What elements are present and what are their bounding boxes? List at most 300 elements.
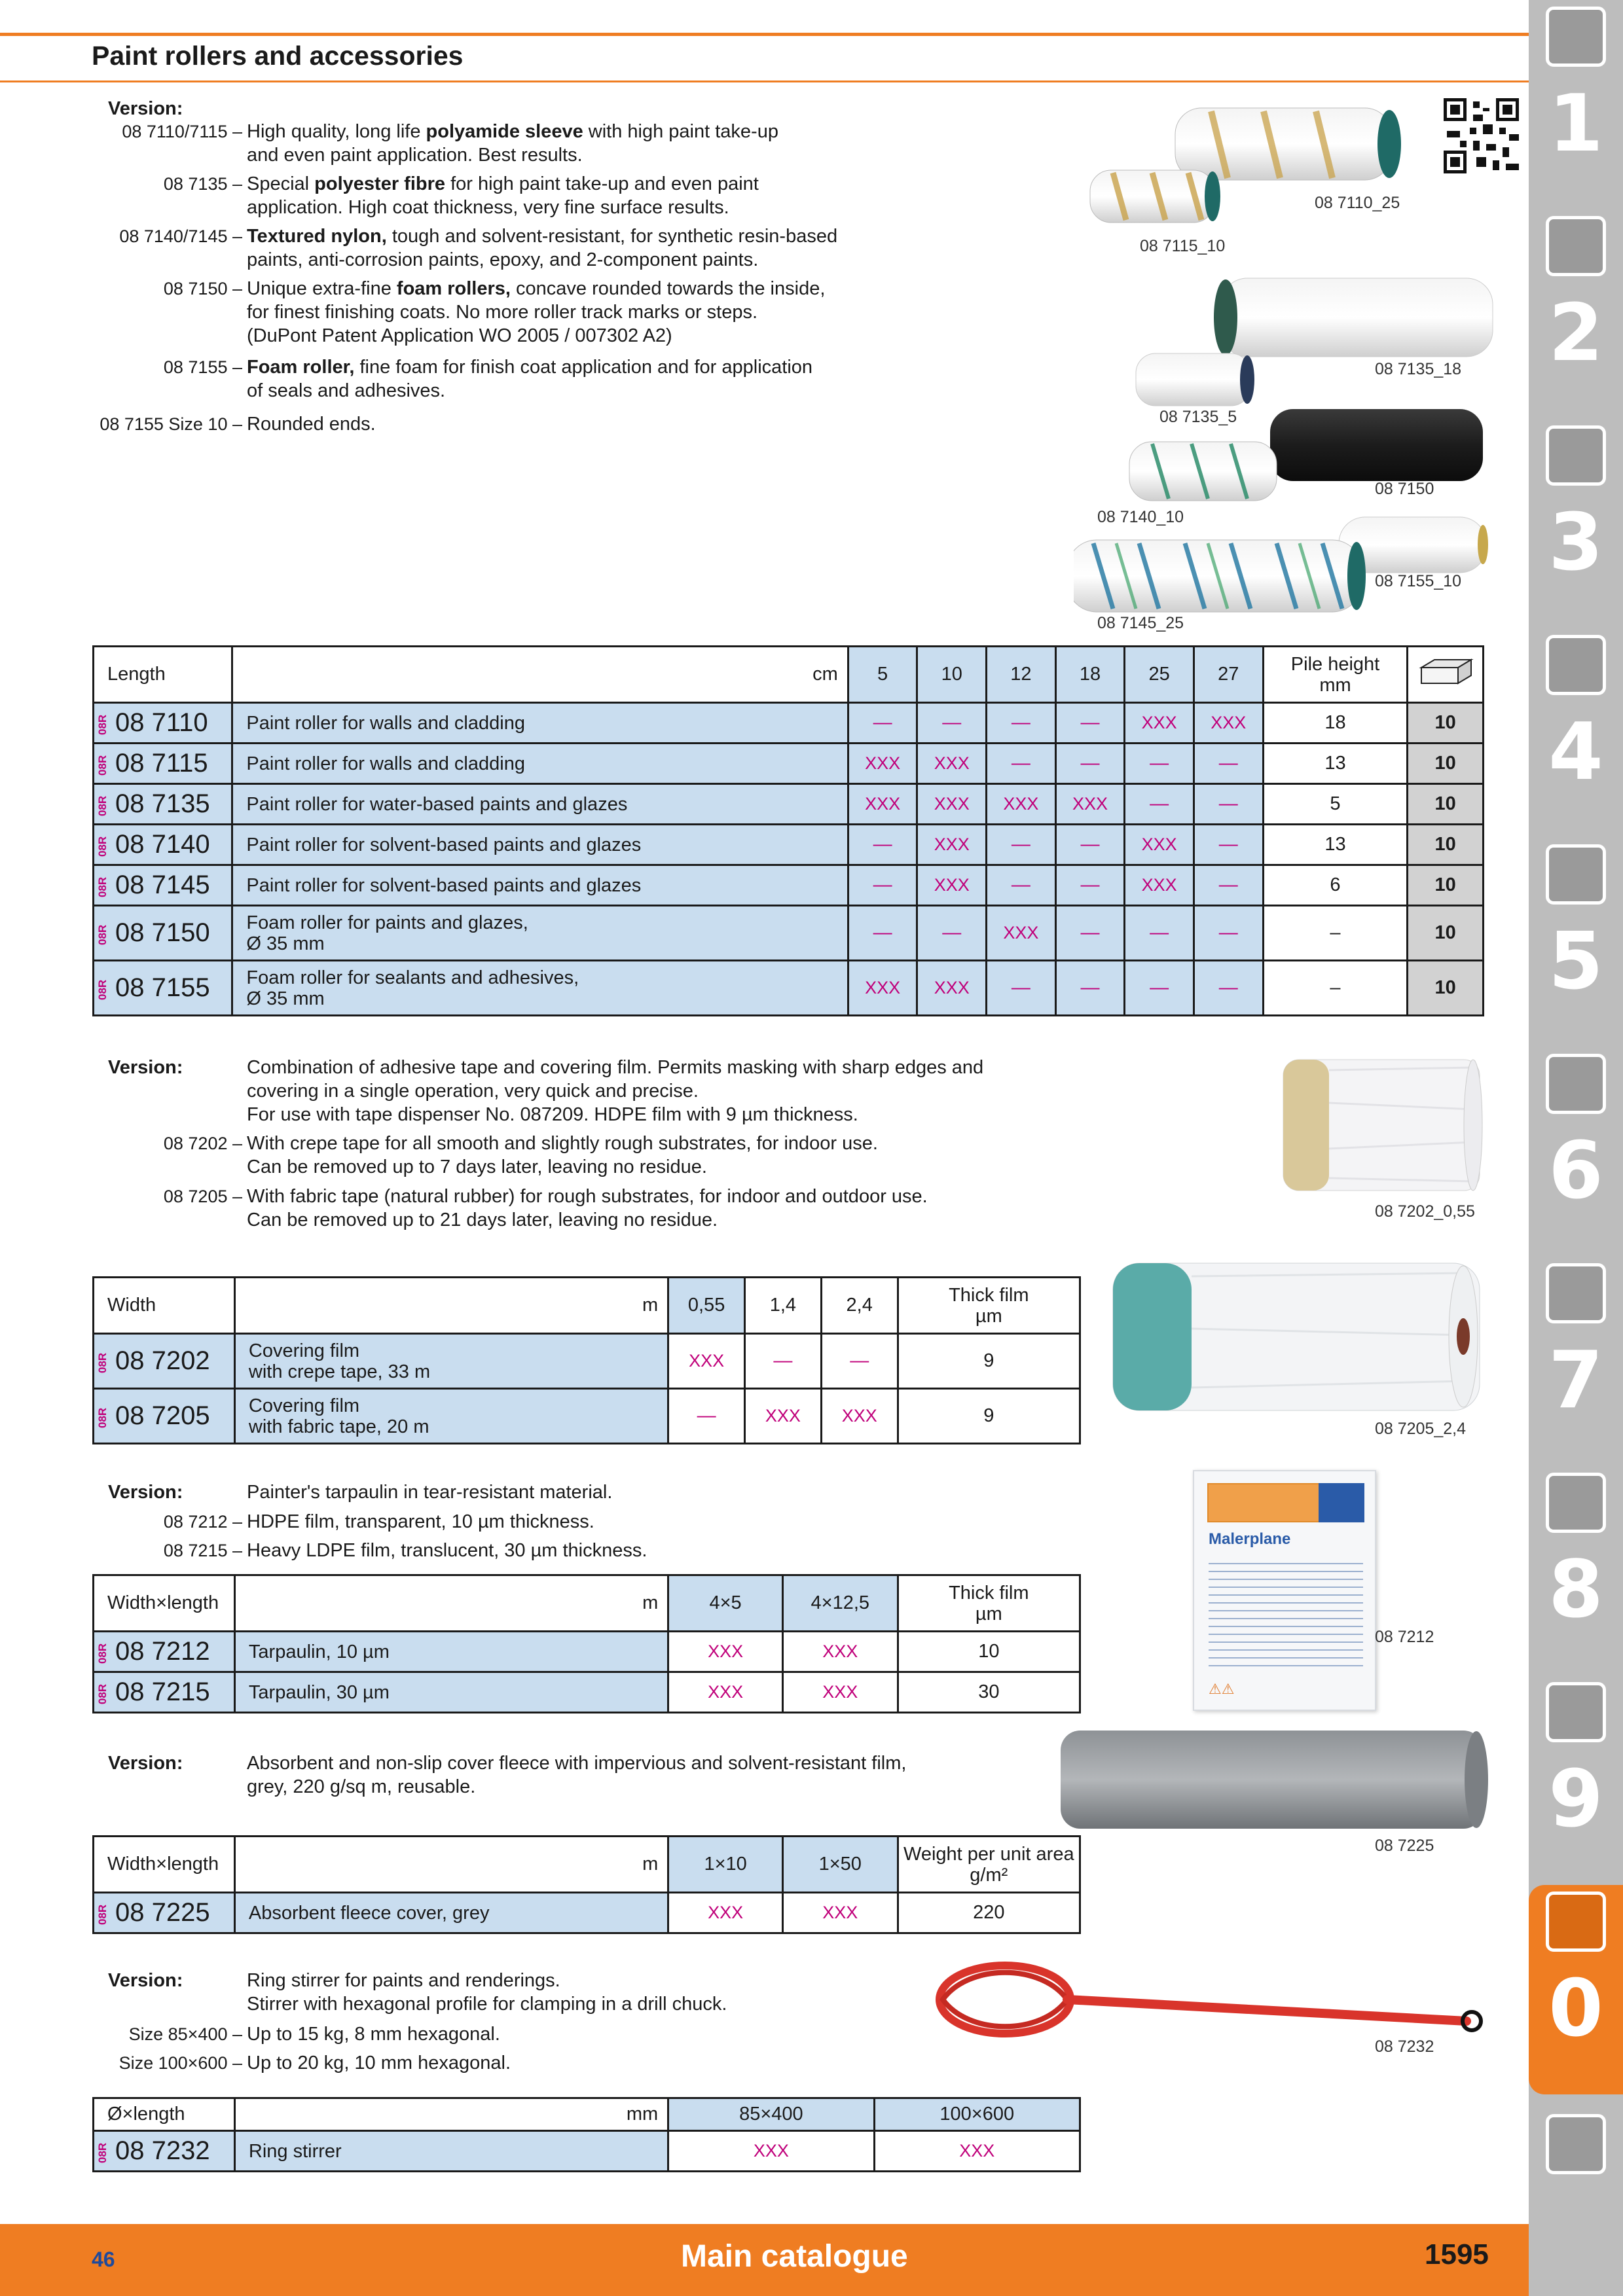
section-tab-5[interactable] (1529, 1047, 1623, 1257)
description-line-2: with crepe tape, 33 m (248, 1361, 431, 1382)
extra-value-cell: 10 (898, 1632, 1080, 1672)
size-cell: XXX (1125, 703, 1194, 744)
pack-quantity-cell: 10 (1408, 961, 1484, 1016)
section-tab-number: 8 (1548, 1545, 1603, 1636)
caption-087225: 08 7225 (1375, 1837, 1434, 1855)
header-unit: m (234, 1575, 668, 1632)
rollers-line-3 (0, 224, 884, 277)
title-rule (0, 81, 1529, 82)
size-cell: XXX (782, 1632, 898, 1672)
tap-tool-icon (1546, 425, 1606, 486)
header-unit: cm (232, 647, 848, 703)
size-cell: — (917, 906, 987, 961)
description-line-2: Ø 35 mm (246, 988, 325, 1009)
line-code: Size 85×400 – (128, 2024, 242, 2044)
header-size: 10 (917, 647, 987, 703)
line-text: Rounded ends. (247, 414, 376, 435)
saw-disc-icon (1546, 844, 1606, 905)
tarpaulin-version-label: Version: (108, 1482, 183, 1503)
article-code: 08 7225 (115, 1898, 210, 1927)
wrench-icon (1546, 1054, 1606, 1114)
table-row (94, 1632, 1080, 1672)
header-size: 12 (987, 647, 1056, 703)
line-text-cont: Can be removed up to 21 days later, leaving no residue. (247, 1210, 718, 1230)
header-unit: mm (234, 2098, 668, 2131)
row-description (234, 1389, 668, 1444)
size-cell: — (1125, 906, 1194, 961)
line-code: 08 7155 Size 10 – (100, 414, 242, 434)
section-tab-2[interactable] (1529, 419, 1623, 628)
caption-087140-10: 08 7140_10 (1097, 508, 1184, 526)
article-code: 08 7215 (115, 1677, 210, 1706)
badge-08r: 08R (96, 1904, 109, 1925)
size-cell: XXX (668, 2131, 874, 2172)
pile-height-cell: 13 (1263, 825, 1408, 865)
size-cell: XXX (987, 906, 1056, 961)
size-cell: XXX (668, 1893, 783, 1933)
badge-08r: 08R (96, 1407, 109, 1428)
rollers-line-4 (0, 277, 884, 353)
description-line: Paint roller for solvent-based paints and glazes (246, 834, 642, 855)
size-cell: — (1194, 784, 1263, 825)
description-line-2: with fabric tape, 20 m (248, 1416, 429, 1437)
table-row (94, 1893, 1080, 1933)
size-cell: — (987, 744, 1056, 784)
line-text-cont: Can be removed up to 7 days later, leaving no residue. (247, 1157, 707, 1177)
line-text: With crepe tape for all smooth and slightly rough substrates, for indoor use. (247, 1133, 878, 1154)
package-title: Malerplane (1209, 1530, 1291, 1548)
package-text-lines (1209, 1556, 1363, 1668)
header-size: 18 (1055, 647, 1125, 703)
line-text: Foam roller, fine foam for finish coat application and for application (247, 357, 813, 378)
line-code: 08 7110/7115 – (122, 122, 242, 141)
article-number (94, 825, 232, 865)
pile-height-cell: 13 (1263, 744, 1408, 784)
article-code: 08 7115 (115, 749, 208, 778)
film-line-1 (0, 1132, 1113, 1184)
caption-087212: 08 7212 (1375, 1628, 1434, 1646)
pack-quantity-cell: 10 (1408, 703, 1484, 744)
header-size: 27 (1194, 647, 1263, 703)
article-code: 08 7232 (115, 2136, 210, 2165)
package-logo-band (1319, 1483, 1364, 1522)
header-width-length: Width×length (94, 1575, 235, 1632)
table-row (94, 744, 1484, 784)
article-number (94, 1672, 235, 1713)
header-width-length: Width×length (94, 1837, 235, 1893)
line-text-cont: and even paint application. Best results. (247, 145, 583, 166)
table-row (94, 784, 1484, 825)
line-code: 08 7140/7145 – (119, 226, 242, 246)
stirrer-version-label: Version: (108, 1970, 183, 1991)
article-code: 08 7155 (115, 973, 210, 1002)
section-tab-number: 1 (1548, 79, 1603, 170)
description-line: Paint roller for water-based paints and glazes (246, 793, 628, 815)
pile-height-cell: 6 (1263, 865, 1408, 906)
header-diameter-length: Ø×length (94, 2098, 235, 2131)
size-cell: — (1194, 744, 1263, 784)
header-label: Length (107, 664, 166, 685)
line-text: Up to 20 kg, 10 mm hexagonal. (247, 2053, 511, 2073)
section-tab-4[interactable] (1529, 838, 1623, 1047)
size-cell: — (1055, 906, 1125, 961)
line-code: 08 7215 – (163, 1541, 242, 1560)
size-cell: — (987, 865, 1056, 906)
header-extra-line2: µm (975, 1603, 1002, 1624)
caption-087115-10: 08 7115_10 (1140, 237, 1226, 255)
section-tab-3[interactable] (1529, 628, 1623, 838)
table-header (94, 1278, 1080, 1334)
badge-08r: 08R (96, 1683, 109, 1704)
roller-table (92, 645, 1484, 1016)
article-number (94, 1389, 235, 1444)
badge-08r: 08R (96, 1643, 109, 1664)
stirrer-line-1 (0, 2022, 982, 2049)
footer-title: Main catalogue (681, 2239, 908, 2274)
package-unit-icon (1408, 647, 1484, 703)
article-number (94, 744, 232, 784)
film-table (92, 1276, 1081, 1444)
article-code: 08 7212 (115, 1637, 210, 1666)
film-version-label: Version: (108, 1057, 183, 1078)
article-number (94, 1334, 235, 1389)
stirrer-line-2 (0, 2051, 982, 2077)
size-cell: — (848, 906, 917, 961)
row-description (232, 865, 848, 906)
line-text: Unique extra-fine foam rollers, concave rounded towards the inside, (247, 278, 826, 299)
size-cell: XXX (848, 961, 917, 1016)
caption-087150: 08 7150 (1375, 480, 1434, 498)
header-thick-film (898, 1575, 1080, 1632)
section-tab-7[interactable] (1529, 1466, 1623, 1676)
size-cell: XXX (821, 1389, 898, 1444)
size-cell: XXX (1125, 865, 1194, 906)
line-text: Textured nylon, tough and solvent-resistant, for synthetic resin-based (247, 226, 838, 247)
size-cell: — (1194, 865, 1263, 906)
row-description (232, 906, 848, 961)
section-tab-number: 6 (1548, 1126, 1603, 1217)
caption-087145-25: 08 7145_25 (1097, 614, 1184, 632)
rollers-line-2 (0, 172, 884, 224)
line-text: Up to 15 kg, 8 mm hexagonal. (247, 2024, 500, 2045)
row-description (232, 825, 848, 865)
section-tab-1[interactable] (1529, 209, 1623, 419)
caption-087135-5: 08 7135_5 (1159, 408, 1237, 426)
extra-value-cell: 220 (898, 1893, 1080, 1933)
pack-quantity-cell: 10 (1408, 865, 1484, 906)
header-extra-line1: Thick film (949, 1284, 1029, 1306)
size-cell: XXX (782, 1893, 898, 1933)
section-tab-10[interactable] (1529, 2108, 1623, 2296)
badge-08r: 08R (96, 795, 109, 816)
size-cell: — (848, 865, 917, 906)
size-cell: — (1125, 961, 1194, 1016)
section-tab-number: 2 (1548, 288, 1603, 379)
page-title: Paint rollers and accessories (92, 41, 464, 71)
table-row (94, 2131, 1080, 2172)
header-size: 100×600 (874, 2098, 1080, 2131)
size-cell: XXX (917, 784, 987, 825)
article-code: 08 7145 (115, 870, 210, 899)
film-intro-3: For use with tape dispenser No. 087209. HDPE film with 9 µm thickness. (247, 1104, 858, 1125)
size-cell: — (1055, 744, 1125, 784)
table-row (94, 1389, 1080, 1444)
size-cell: XXX (1055, 784, 1125, 825)
header-size: 25 (1125, 647, 1194, 703)
badge-08r: 08R (96, 1352, 109, 1373)
thick-film-cell: 9 (898, 1389, 1080, 1444)
article-number (94, 1632, 235, 1672)
warning-icon: ⚠⚠ (1209, 1681, 1235, 1697)
safety-icon (1546, 1892, 1606, 1952)
caliper-icon (1546, 635, 1606, 695)
size-cell: — (848, 703, 917, 744)
tarpaulin-line-2 (0, 1539, 982, 1565)
article-code: 08 7205 (115, 1401, 210, 1430)
section-tab-number: 3 (1548, 497, 1603, 588)
header-size: 5 (848, 647, 917, 703)
description-line-2: Ø 35 mm (246, 933, 325, 954)
table-row (94, 703, 1484, 744)
article-number (94, 1893, 235, 1933)
table-row (94, 961, 1484, 1016)
size-cell: — (668, 1389, 745, 1444)
section-tab-8[interactable] (1529, 1676, 1623, 1885)
header-extra-line1: Thick film (949, 1582, 1029, 1604)
pile-height-cell: – (1263, 961, 1408, 1016)
table-row (94, 1334, 1080, 1389)
article-code: 08 7110 (115, 708, 208, 737)
size-cell: — (987, 961, 1056, 1016)
description-line: Absorbent fleece cover, grey (248, 1902, 490, 1924)
ring-stirrer-image (930, 1957, 1493, 2042)
badge-08r: 08R (96, 755, 109, 776)
line-text-cont: application. High coat thickness, very fine surface results. (247, 197, 729, 218)
row-description (232, 784, 848, 825)
pile-height-cell: 5 (1263, 784, 1408, 825)
pile-height-cell: – (1263, 906, 1408, 961)
stirrer-intro-1: Ring stirrer for paints and renderings. (247, 1970, 560, 1991)
header-pile-line1: Pile height (1290, 653, 1380, 675)
badge-08r: 08R (96, 2142, 109, 2163)
stirrer-table (92, 2097, 1081, 2172)
size-cell: XXX (1125, 825, 1194, 865)
line-text-cont2: (DuPont Patent Application WO 2005 / 007302 A2) (247, 325, 672, 346)
header-size: 0,55 (668, 1278, 745, 1334)
row-description (232, 744, 848, 784)
size-cell: — (1055, 961, 1125, 1016)
size-cell: — (1055, 825, 1125, 865)
header-width: Width (94, 1278, 235, 1334)
header-size: 4×5 (668, 1575, 783, 1632)
pack-quantity-cell: 10 (1408, 744, 1484, 784)
size-cell: — (1194, 906, 1263, 961)
pliers-icon (1546, 1263, 1606, 1323)
header-pile-height (1263, 647, 1408, 703)
row-description (234, 1334, 668, 1389)
size-cell: XXX (782, 1672, 898, 1713)
caption-087202: 08 7202_0,55 (1375, 1202, 1475, 1221)
article-number (94, 906, 232, 961)
size-cell: XXX (668, 1334, 745, 1389)
line-text: HDPE film, transparent, 10 µm thickness. (247, 1511, 594, 1532)
article-code: 08 7150 (115, 918, 210, 947)
description-line: Foam roller for paints and glazes, (246, 912, 528, 933)
badge-08r: 08R (96, 714, 109, 735)
pack-quantity-cell: 10 (1408, 906, 1484, 961)
rollers-line-1 (0, 120, 884, 172)
film-intro-1: Combination of adhesive tape and covering film. Permits masking with sharp edges and (247, 1057, 984, 1078)
section-tab-9[interactable] (1529, 1885, 1623, 2094)
header-extra-line1: Weight per unit area (903, 1843, 1074, 1865)
size-cell: XXX (848, 784, 917, 825)
article-number (94, 865, 232, 906)
thick-film-cell: 9 (898, 1334, 1080, 1389)
section-tab-number: 5 (1548, 916, 1603, 1007)
size-cell: XXX (745, 1389, 822, 1444)
line-text: With fabric tape (natural rubber) for rough substrates, for indoor and outdoor use. (247, 1186, 928, 1207)
size-cell: — (1194, 961, 1263, 1016)
size-cell: XXX (874, 2131, 1080, 2172)
pack-quantity-cell: 10 (1408, 784, 1484, 825)
tarpaulin-package-image (1193, 1470, 1376, 1711)
size-cell: — (987, 825, 1056, 865)
table-row (94, 865, 1484, 906)
header-size: 1×10 (668, 1837, 783, 1893)
line-code: 08 7155 – (163, 357, 242, 377)
size-cell: XXX (917, 865, 987, 906)
section-tab-0[interactable] (1529, 0, 1623, 209)
line-code: 08 7202 – (163, 1134, 242, 1153)
size-cell: — (1055, 865, 1125, 906)
article-number (94, 703, 232, 744)
caption-087205: 08 7205_2,4 (1375, 1420, 1467, 1438)
table-header (94, 1575, 1080, 1632)
covering-film-fabric-image (1100, 1257, 1493, 1420)
line-code: 08 7135 – (163, 174, 242, 194)
row-description (234, 1893, 668, 1933)
badge-08r: 08R (96, 924, 109, 945)
description-line: Tarpaulin, 30 µm (248, 1681, 390, 1703)
line-text: High quality, long life polyamide sleeve with high paint take-up (247, 121, 778, 142)
rollers-line-6 (0, 412, 884, 439)
footer-page-number-right: 1595 (1425, 2238, 1489, 2270)
section-tab-number: 4 (1548, 707, 1603, 798)
table-header (94, 647, 1484, 703)
description-line: Foam roller for sealants and adhesives, (246, 967, 579, 988)
section-tab-number: 9 (1548, 1754, 1603, 1845)
line-code: Size 100×600 – (119, 2053, 242, 2073)
size-cell: — (987, 703, 1056, 744)
info-icon (1546, 2114, 1606, 2174)
description-line: Ring stirrer (248, 2140, 342, 2162)
header-length (94, 647, 232, 703)
film-intro-2: covering in a single operation, very quick and precise. (247, 1081, 699, 1102)
film-line-2 (0, 1185, 1113, 1237)
caption-087135-18: 08 7135_18 (1375, 360, 1462, 378)
line-text-cont: of seals and adhesives. (247, 380, 446, 401)
description-line: Tarpaulin, 10 µm (248, 1641, 390, 1662)
article-number (94, 961, 232, 1016)
table-header (94, 2098, 1080, 2131)
tarpaulin-intro: Painter's tarpaulin in tear-resistant material. (247, 1482, 613, 1503)
badge-08r: 08R (96, 876, 109, 897)
size-cell: — (1125, 744, 1194, 784)
table-header (94, 1837, 1080, 1893)
top-rule (0, 33, 1529, 36)
section-tab-number: 0 (1548, 1964, 1603, 2054)
size-cell: — (1125, 784, 1194, 825)
drill-bit-icon (1546, 7, 1606, 67)
size-cell: XXX (1194, 703, 1263, 744)
line-code: 08 7150 – (163, 279, 242, 298)
fleece-version-label: Version: (108, 1753, 183, 1774)
row-description (232, 703, 848, 744)
pile-height-cell: 18 (1263, 703, 1408, 744)
line-text-cont: for finest finishing coats. No more roller track marks or steps. (247, 302, 758, 323)
size-cell: — (1194, 825, 1263, 865)
size-cell: — (821, 1334, 898, 1389)
stirrer-intro-2: Stirrer with hexagonal profile for clamping in a drill chuck. (247, 1994, 727, 2015)
header-weight (898, 1837, 1080, 1893)
header-unit: m (234, 1278, 668, 1334)
row-description (234, 1672, 668, 1713)
header-extra-line2: µm (975, 1305, 1002, 1327)
size-cell: XXX (917, 961, 987, 1016)
caption-087155-10: 08 7155_10 (1375, 572, 1462, 590)
fleece-roll-image (1054, 1725, 1489, 1833)
line-text: Special polyester fibre for high paint take-up and even paint (247, 173, 759, 194)
header-pile-line2: mm (1319, 674, 1351, 696)
rollers-version-label: Version: (108, 98, 183, 119)
article-number (94, 2131, 235, 2172)
section-tab-6[interactable] (1529, 1257, 1623, 1466)
cabinet-icon (1546, 1682, 1606, 1742)
extra-value-cell: 30 (898, 1672, 1080, 1713)
fleece-intro-1: Absorbent and non-slip cover fleece with impervious and solvent-resistant film, (247, 1753, 907, 1774)
description-line: Paint roller for solvent-based paints and glazes (246, 874, 642, 896)
line-code: 08 7205 – (163, 1187, 242, 1206)
line-text: Heavy LDPE film, translucent, 30 µm thickness. (247, 1540, 647, 1561)
line-text-cont: paints, anti-corrosion paints, epoxy, and 2-component paints. (247, 249, 759, 270)
article-number (94, 784, 232, 825)
size-cell: XXX (848, 744, 917, 784)
pack-quantity-cell: 10 (1408, 825, 1484, 865)
header-size: 1,4 (745, 1278, 822, 1334)
header-size: 1×50 (782, 1837, 898, 1893)
line-code: 08 7212 – (163, 1512, 242, 1532)
fleece-table (92, 1835, 1081, 1934)
caption-087232: 08 7232 (1375, 2037, 1434, 2056)
footer-page-number-left: 46 (92, 2248, 115, 2271)
size-cell: XXX (987, 784, 1056, 825)
article-code: 08 7202 (115, 1346, 210, 1375)
size-cell: XXX (668, 1672, 783, 1713)
description-line: Covering film (248, 1395, 360, 1416)
description-line: Paint roller for walls and cladding (246, 712, 525, 734)
size-cell: XXX (917, 744, 987, 784)
header-thick-film (898, 1278, 1080, 1334)
section-tab-number: 7 (1548, 1335, 1603, 1426)
table-row (94, 906, 1484, 961)
description-line: Paint roller for walls and cladding (246, 753, 525, 774)
size-cell: XXX (917, 825, 987, 865)
row-description (232, 961, 848, 1016)
cutting-insert-icon (1546, 216, 1606, 276)
header-size: 2,4 (821, 1278, 898, 1334)
badge-08r: 08R (96, 836, 109, 857)
description-line: Covering film (248, 1340, 360, 1361)
